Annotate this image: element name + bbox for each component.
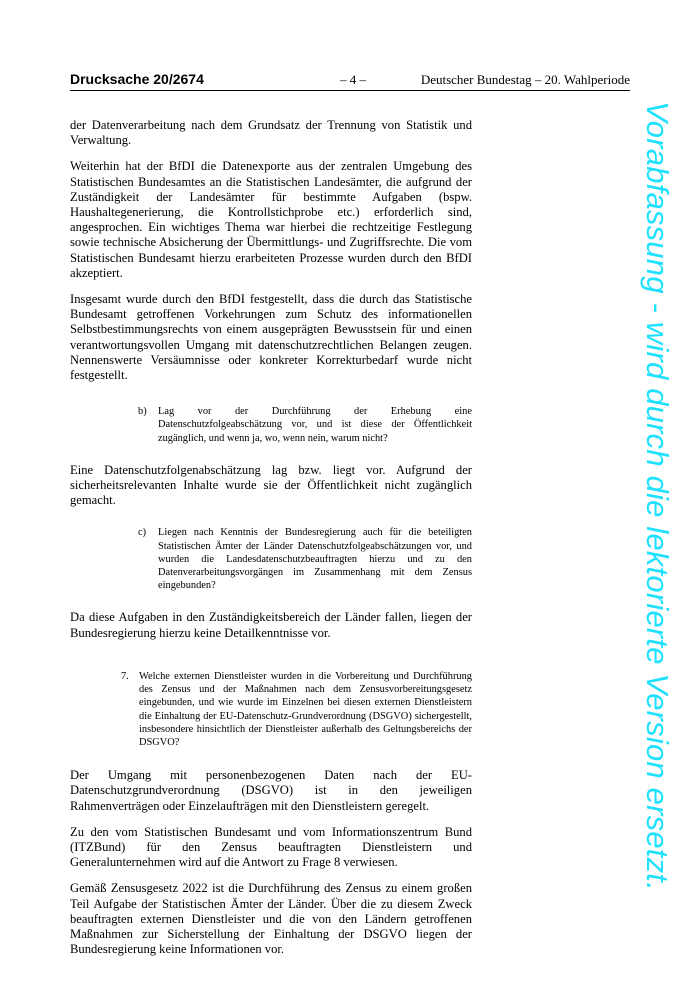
answer-paragraph: Da diese Aufgaben in den Zuständigkeitsbereich der Länder fallen, liegen der Bundesregierung hierzu keine Detailkenntnisse vor. — [70, 610, 472, 640]
answer-paragraph: der Datenverarbeitung nach dem Grundsatz der Trennung von Statistik und Verwaltung. — [70, 118, 472, 148]
document-number-prefix: Drucksache 20/ — [70, 71, 173, 87]
publisher-line: Deutscher Bundestag – 20. Wahlperiode — [420, 72, 630, 87]
page-body — [70, 118, 472, 968]
draft-watermark — [622, 101, 692, 891]
question-text: Welche externen Dienstleister wurden in die Vorbereitung und Durchführung des Zensus und der Maßnahmen nach dem Zensusvorbereitungsgesetz eingebunden, und wie wurde im Einzelnen bei diesen externen Dienstleistern die Einhaltung der EU-Datenschutz-Grundverordnung (DSGVO) sichergestellt, insbesondere hinsichtlich der Dienstleister außerhalb des Geltungsbereichs der DSGVO? — [139, 670, 472, 748]
answer-paragraph: Eine Datenschutzfolgenabschätzung lag bzw. liegt vor. Aufgrund der sicherheitsrelevanten Inhalte wurde sie der Öffentlichkeit nicht zugänglich gemacht. — [70, 462, 472, 508]
answer-paragraph: Gemäß Zensusgesetz 2022 ist die Durchführung des Zensus zu einem großen Teil Aufgabe der Statistischen Ämter der Länder. Über die zu diesem Zweck beauftragten externen Dienstleister und die von den Ländern getroffenen Maßnahmen zur Sicherstellung der Einhaltung der DSGVO liegen der Bundesregierung keine Informationen vor. — [70, 881, 472, 957]
page-number: – 4 – — [340, 72, 366, 87]
question-b — [138, 405, 472, 445]
answer-paragraph: Weiterhin hat der BfDI die Datenexporte aus der zentralen Umgebung des Statistischen Bundesamtes an die Statistischen Landesämter, die aufgrund der Zuständigkeit der Landesämter für bestimmte Aufgaben (bspw. Haushaltegenerierung, die Kontrollstichprobe etc.) erforderlich sind, angesprochen. Ein wichtiges Thema war hierbei die rechtzeitige Festlegung sowie technische Absicherung der Übermittlungs- und Zugriffsrechte. Die vom Statistischen Bundesamt hierzu erarbeiteten Prozesse wurden durch den BfDI akzeptiert. — [70, 159, 472, 280]
page-header — [70, 70, 630, 91]
answer-paragraph: Zu den vom Statistischen Bundesamt und vom Informationszentrum Bund (ITZBund) für den Zensus beauftragten Dienstleistern und Generalunternehmen wird auf die Antwort zu Frage 8 verwiesen. — [70, 824, 472, 870]
question-label: 7. — [121, 670, 129, 682]
question-7 — [121, 670, 472, 749]
watermark-text: Vorabfassung - wird durch die lektorierte Version ersetzt. — [640, 101, 675, 891]
question-text: Liegen nach Kenntnis der Bundesregierung auch für die beteiligten Statistischen Ämter der Länder Datenschutzfolgeabschätzungen vor, und wurden die Landesdatenschutzbeauftragten hierzu und zu den Datenverarbeitungsvorgängen im Zusammenhang mit dem Zensus eingebunden? — [158, 527, 472, 592]
question-text: Lag vor der Durchführung der Erhebung eine Datenschutzfolgeabschätzung vor, und ist diese der Öffentlichkeit zugänglich, und wenn ja, wo, wenn nein, warum nicht? — [158, 406, 472, 444]
document-number — [70, 70, 204, 88]
document-number-value: 2674 — [172, 71, 204, 87]
answer-paragraph: Insgesamt wurde durch den BfDI festgestellt, dass die durch das Statistische Bundesamt getroffenen Vorkehrungen zum Schutz des informationellen Selbstbestimmungsrechts von einem ausgeprägten Bewusstsein für und einen verantwortungsvollen Umgang mit datenschutzrechtlichen Belangen zeugen. Nennenswerte Versäumnisse oder konkreter Korrekturbedarf wurde nicht festgestellt. — [70, 292, 472, 383]
answer-paragraph: Der Umgang mit personenbezogenen Daten nach der EU-Datenschutzgrundverordnung (DSGVO) ist in den jeweiligen Rahmenverträgen oder Einzelaufträgen mit den Dienstleistern geregelt. — [70, 768, 472, 813]
question-c — [138, 526, 472, 592]
question-label: c) — [138, 527, 147, 539]
question-label: b) — [138, 406, 147, 418]
